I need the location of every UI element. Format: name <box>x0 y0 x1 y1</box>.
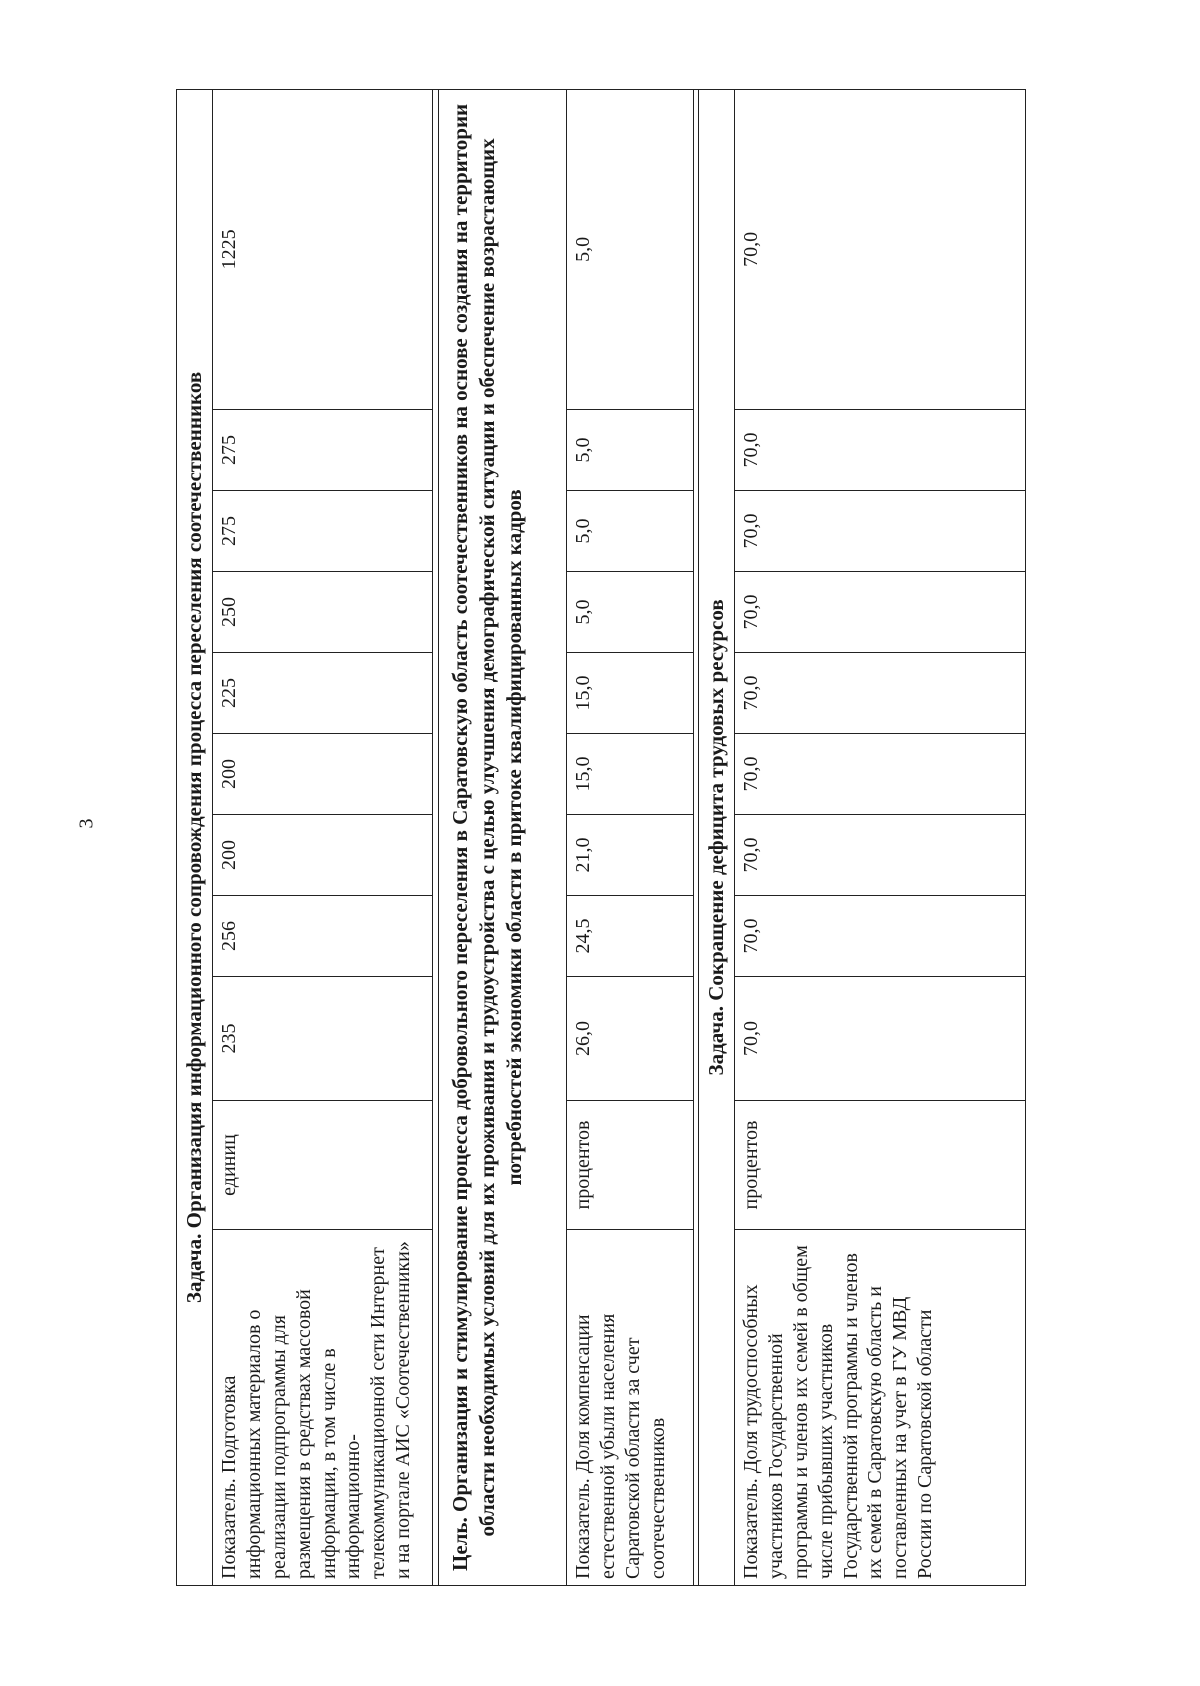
rotated-table-frame <box>176 90 1026 1586</box>
task2-value: 70,0 <box>735 653 1026 734</box>
task1-heading: Задача. Организация информационного сопровождения процесса переселения соотечественников <box>177 89 213 1585</box>
goal-value: 15,0 <box>567 653 694 734</box>
task2-value: 70,0 <box>735 572 1026 653</box>
task1-indicator: Показатель. Подготовка информационных материалов о реализации подпрограммы для размещения в средствах массовой информации, в том числе в информационно-телекоммуникационной сети Интернет и на портале АИС «Соотечественники» <box>213 1230 433 1586</box>
task1-value: 200 <box>213 815 433 896</box>
goal-value: 24,5 <box>567 896 694 977</box>
task2-indicator: Показатель. Доля трудоспособных участников Государственной программы и членов их семей в общем числе прибывших участников Государственной программы и членов их семей в Саратовскую область и поставленных на учет в ГУ МВД России по Саратовской области <box>735 1230 1026 1586</box>
task2-unit: процентов <box>735 1101 1026 1230</box>
goal-value: 21,0 <box>567 815 694 896</box>
task1-value: 275 <box>213 410 433 491</box>
task1-value: 225 <box>213 653 433 734</box>
task2-value: 70,0 <box>735 815 1026 896</box>
goal-value: 26,0 <box>567 977 694 1101</box>
task2-value: 70,0 <box>735 89 1026 409</box>
task1-value: 275 <box>213 491 433 572</box>
goal-heading: Цель. Организация и стимулирование процесса добровольного переселения в Саратовскую область соотечественников на основе создания на территории области необходимых условий для их проживания и трудоустройства с целью улучшения демографической ситуации и обеспечение возрастающих потребностей экономики области в притоке квалифицированных кадров <box>438 89 567 1585</box>
goal-indicator-row <box>567 89 694 1585</box>
task2-indicator-row <box>735 89 1026 1585</box>
task1-unit: единиц <box>213 1101 433 1230</box>
task2-value: 70,0 <box>735 977 1026 1101</box>
task2-value: 70,0 <box>735 410 1026 491</box>
task1-value: 235 <box>213 977 433 1101</box>
goal-value: 5,0 <box>567 410 694 491</box>
task2-value: 70,0 <box>735 734 1026 815</box>
task1-value: 256 <box>213 896 433 977</box>
goal-unit: процентов <box>567 1101 694 1230</box>
task2-heading: Задача. Сокращение дефицита трудовых ресурсов <box>699 89 735 1585</box>
task1-value: 200 <box>213 734 433 815</box>
goal-value: 5,0 <box>567 89 694 409</box>
task1-value: 1225 <box>213 89 433 409</box>
goal-value: 5,0 <box>567 572 694 653</box>
goal-value: 15,0 <box>567 734 694 815</box>
task1-heading-row <box>177 89 213 1585</box>
goal-value: 5,0 <box>567 491 694 572</box>
goal-heading-row <box>438 89 567 1585</box>
indicators-table <box>176 89 1026 1586</box>
task2-heading-row <box>699 89 735 1585</box>
task2-value: 70,0 <box>735 896 1026 977</box>
goal-indicator: Показатель. Доля компенсации естественной убыли населения Саратовской области за счет соотечественников <box>567 1230 694 1586</box>
page-number: 3 <box>75 818 98 829</box>
task1-value: 250 <box>213 572 433 653</box>
task2-value: 70,0 <box>735 491 1026 572</box>
task1-indicator-row <box>213 89 433 1585</box>
